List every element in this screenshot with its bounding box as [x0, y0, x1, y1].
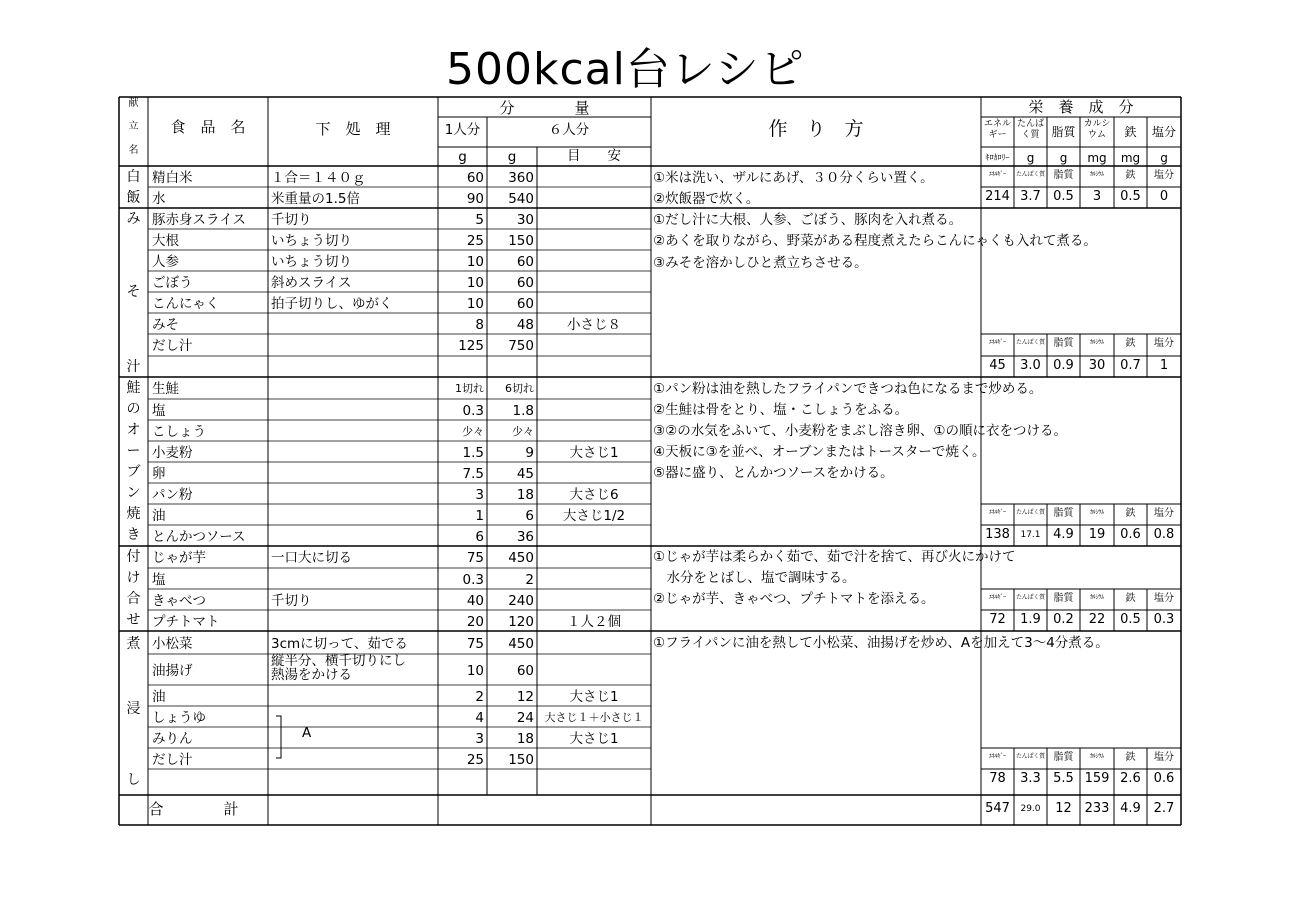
ingredient-name: 油: [152, 688, 166, 705]
nutrition-unit: ｷﾛｶﾛﾘｰ: [985, 153, 1010, 162]
nutrition-value: 0.7: [1120, 358, 1141, 373]
dish-name-char: し: [126, 772, 141, 788]
prep-note: [271, 444, 437, 462]
measure-note: 大さじ1: [569, 444, 619, 461]
prep-note: [271, 402, 437, 420]
amount-per1: 1.5: [462, 444, 484, 461]
amount-per1: 10: [466, 274, 484, 291]
nutrition-mini-header: ｴﾈﾙｷﾞｰ: [988, 339, 1006, 346]
per1-header: 1人分: [444, 122, 481, 138]
nutrition-mini-header: 脂質: [1053, 170, 1074, 181]
amount-per6: 9: [525, 444, 534, 461]
dish-name-char: ー: [126, 443, 141, 459]
ingredient-name: 油: [152, 507, 166, 524]
ingredient-name: とんかつソース: [152, 528, 246, 545]
prep-note: 米重量の1.5倍: [271, 190, 360, 207]
total-label: 合 計: [148, 800, 239, 818]
nutrition-mini-header: ｴﾈﾙｷﾞｰ: [988, 509, 1006, 516]
nutrition-value: 1: [1159, 358, 1169, 373]
dish-name-char: 飯: [126, 190, 141, 206]
ingredient-name: きゃべつ: [152, 592, 206, 609]
prep-note: [271, 709, 437, 727]
amount-per6: 60: [516, 274, 534, 291]
nutrition-mini-header: 鉄: [1125, 508, 1136, 519]
cooking-step: ①じゃが芋は柔らかく茹で、茹で汁を捨て、再び火にかけて: [653, 549, 1016, 565]
amount-per6: 60: [516, 295, 534, 312]
amount-per6: 1.8: [512, 402, 534, 419]
amount-per6: 240: [508, 592, 534, 609]
dish-name-char: 浸: [126, 701, 141, 717]
nutrition-value: 0.3: [1153, 612, 1175, 627]
amount-per1: 3: [475, 486, 484, 503]
measure-note: [537, 253, 651, 271]
prep-header: 下 処 理: [315, 120, 391, 138]
ingredient-name: みそ: [152, 316, 179, 333]
prep-note: [271, 571, 437, 589]
measure-note: 小さじ８: [567, 316, 621, 333]
cooking-step: ①米は洗い、ザルにあげ、３０分くらい置く。: [653, 170, 934, 186]
dish-name-char: ブ: [126, 464, 141, 480]
nutrition-mini-header: 鉄: [1125, 338, 1136, 349]
amount-per1: 75: [466, 635, 484, 652]
amount-per1: 1: [475, 507, 484, 524]
cooking-step: ①だし汁に大根、人参、ごぼう、豚肉を入れ煮る。: [653, 212, 963, 228]
nutrition-value: 0.6: [1120, 527, 1141, 542]
measure-note: [537, 571, 651, 589]
amount-per1: 125: [458, 338, 484, 354]
ingredient-name: だし汁: [152, 751, 193, 768]
amount-per1: 2: [475, 688, 484, 705]
nutrition-value: 0.2: [1053, 612, 1074, 627]
total-nutrition-value: 2.7: [1153, 801, 1175, 816]
prep-note: [271, 613, 437, 631]
nutrition-mini-header: たんぱく質: [1015, 171, 1045, 178]
nutrition-value: 0.8: [1153, 527, 1175, 542]
prep-note: [271, 507, 437, 525]
nutrition-value: 0.9: [1053, 358, 1074, 373]
food-name-header: 食 品 名: [170, 118, 246, 136]
nutrition-value: 159: [1084, 771, 1110, 786]
measure-note: 大さじ6: [569, 486, 619, 503]
nutrition-value: 3.0: [1020, 358, 1041, 373]
amount-per6: 540: [508, 190, 534, 207]
dish-name-char: 鮭: [126, 380, 141, 396]
prep-note: いちょう切り: [271, 232, 352, 249]
nutrition-value: 214: [985, 189, 1010, 204]
nutrition-mini-header: たんぱく質: [1015, 339, 1045, 346]
amount-per1: 10: [466, 662, 484, 679]
nutrition-mini-header: たんぱく質: [1015, 753, 1045, 760]
nutrition-value: 3.3: [1020, 771, 1041, 786]
nutrition-mini-header: 鉄: [1125, 170, 1136, 181]
measure-note: [537, 662, 651, 680]
dish-name-char: 焼: [126, 506, 141, 522]
nutrition-unit: mg: [1120, 151, 1141, 165]
nutrition-mini-header: たんぱく質: [1015, 509, 1045, 516]
nutrition-col-header: カルシ ウム: [1083, 119, 1111, 140]
unit-g6: g: [507, 149, 517, 165]
amount-per1: 25: [466, 232, 484, 249]
nutrition-value: 30: [1088, 358, 1106, 373]
nutrition-value: 4.9: [1053, 527, 1074, 542]
nutrition-col-header: エネル ギー: [983, 119, 1011, 140]
measure-note: [537, 635, 651, 653]
nutrition-value: 0.5: [1120, 612, 1141, 627]
amount-per1: 0.3: [462, 402, 484, 419]
prep-note: 一口大に切る: [271, 550, 352, 566]
ingredient-name: 塩: [152, 402, 166, 419]
amount-per6: 18: [516, 730, 534, 747]
nutrition-value: 138: [985, 527, 1010, 542]
prep-note: [271, 465, 437, 483]
measure-note: [537, 211, 651, 229]
measure-note: １人２個: [567, 613, 621, 630]
amount-header: 分 量: [499, 99, 590, 117]
amount-per1: 10: [466, 295, 484, 312]
nutrition-value: 0.5: [1053, 189, 1074, 204]
amount-per6: 150: [508, 751, 534, 768]
ingredient-name: ごぼう: [152, 274, 193, 291]
cooking-step: ②炊飯器で炊く。: [653, 191, 760, 207]
nutrition-value: 3.7: [1020, 189, 1041, 204]
prep-note: [271, 337, 437, 355]
cooking-step: ③みそを溶かしひと煮立ちさせる。: [653, 255, 868, 271]
amount-per6: 450: [508, 550, 534, 566]
nutrition-mini-header: ｶﾙｼｳﾑ: [1089, 339, 1104, 346]
measure-note: [537, 402, 651, 420]
nutrition-mini-header: 脂質: [1053, 508, 1074, 519]
nutrition-header: 栄 養 成 分: [1028, 98, 1134, 116]
nutrition-mini-header: 塩分: [1154, 593, 1174, 604]
amount-per1: 0.3: [462, 571, 484, 588]
nutrition-mini-header: 鉄: [1125, 593, 1136, 604]
seasoning-group-label: A: [302, 725, 312, 741]
kondate-header-char: 立: [128, 121, 139, 132]
ingredient-name: 塩: [152, 571, 166, 588]
measure-note: [537, 295, 651, 313]
measure-note: [537, 528, 651, 546]
nutrition-col-header: たんぱ く質: [1016, 119, 1044, 140]
total-nutrition-value: 12: [1055, 801, 1072, 816]
nutrition-value: 2.6: [1120, 771, 1141, 786]
measure-note: 大さじ1: [569, 688, 619, 705]
nutrition-mini-header: 脂質: [1053, 338, 1074, 349]
total-nutrition-value: 233: [1084, 801, 1110, 816]
amount-per1: 25: [466, 751, 484, 768]
nutrition-value: 78: [989, 771, 1006, 786]
total-nutrition-value: 29.0: [1020, 804, 1041, 814]
prep-note: [271, 688, 437, 706]
dish-name-char: 汁: [126, 359, 141, 375]
dish-name-char: き: [126, 527, 141, 543]
amount-per6: 48: [516, 316, 534, 333]
ingredient-name: だし汁: [152, 338, 193, 354]
amount-per6: 2: [525, 571, 534, 588]
cooking-step: ④天板に③を並べ、オーブンまたはトースターで焼く。: [653, 444, 986, 460]
measure-note: [537, 337, 651, 355]
amount-per6: 6: [525, 507, 534, 524]
nutrition-mini-header: 塩分: [1154, 508, 1174, 519]
nutrition-unit: g: [1059, 151, 1068, 165]
dish-name-char: 付: [126, 549, 141, 565]
ingredient-name: 油揚げ: [152, 662, 193, 679]
prep-note: いちょう切り: [271, 253, 352, 270]
total-nutrition-value: 547: [985, 801, 1010, 816]
nutrition-mini-header: 塩分: [1154, 752, 1174, 763]
nutrition-unit: mg: [1087, 151, 1107, 165]
measure-note: [537, 232, 651, 250]
dish-name-char: 白: [126, 169, 141, 185]
cooking-step: ①フライパンに油を熱して小松菜、油揚げを炒め、Aを加えて3～4分煮る。: [653, 635, 1109, 651]
amount-per6: 36: [516, 528, 534, 545]
nutrition-value: 5.5: [1053, 771, 1074, 786]
total-nutrition-value: 4.9: [1120, 801, 1141, 816]
nutrition-mini-header: ｴﾈﾙｷﾞｰ: [988, 171, 1006, 178]
ingredient-name: 生鮭: [152, 381, 179, 397]
nutrition-mini-header: 鉄: [1125, 752, 1136, 763]
cooking-step: ①パン粉は油を熱したフライパンできつね色になるまで炒める。: [653, 381, 1043, 397]
measure-note: [537, 751, 651, 769]
amount-per1: 20: [466, 613, 484, 630]
prep-note: [271, 380, 437, 398]
amount-per6: 60: [516, 253, 534, 270]
cooking-step: ②生鮭は骨をとり、塩・こしょうをふる。: [653, 402, 909, 418]
measure-header: 目 安: [567, 148, 621, 164]
measure-note: [537, 549, 651, 567]
kondate-header-char: 名: [128, 145, 139, 156]
nutrition-mini-header: 塩分: [1154, 170, 1174, 181]
measure-note: [537, 592, 651, 610]
dish-name-char: オ: [126, 422, 141, 438]
amount-per6: 12: [516, 688, 534, 705]
amount-per1: 40: [466, 592, 484, 609]
ingredient-name: パン粉: [152, 486, 193, 503]
ingredient-name: 小麦粉: [152, 444, 193, 461]
amount-per6: 450: [508, 635, 534, 652]
prep-note: 3cmに切って、茹でる: [271, 635, 408, 652]
nutrition-mini-header: ｶﾙｼｳﾑ: [1089, 171, 1104, 178]
nutrition-value: 72: [989, 612, 1006, 627]
nutrition-value: 45: [989, 358, 1006, 373]
amount-per6: 45: [516, 465, 534, 482]
nutrition-mini-header: 塩分: [1154, 338, 1174, 349]
nutrition-mini-header: ｶﾙｼｳﾑ: [1089, 594, 1104, 601]
amount-per1: 4: [475, 709, 484, 726]
prep-note: 千切り: [271, 211, 312, 228]
measure-note: [537, 423, 651, 441]
ingredient-name: じゃが芋: [152, 550, 206, 566]
nutrition-value: 1.9: [1020, 612, 1041, 627]
prep-note: [271, 316, 437, 334]
cooking-step: ⑤器に盛り、とんかつソースをかける。: [653, 465, 894, 481]
ingredient-name: 豚赤身スライス: [152, 211, 246, 228]
ingredient-name: 水: [152, 190, 166, 207]
nutrition-col-header: 塩分: [1151, 125, 1176, 139]
amount-per1: 90: [466, 190, 484, 207]
nutrition-unit: g: [1160, 151, 1168, 165]
nutrition-value: 0.6: [1153, 771, 1175, 786]
nutrition-value: 0.5: [1120, 189, 1141, 204]
prep-note: １合＝１４０ｇ: [271, 169, 366, 186]
ingredient-name: みりん: [152, 730, 193, 747]
dish-name-char: け: [126, 570, 141, 586]
ingredient-name: しょうゆ: [152, 709, 206, 726]
amount-per6: 18: [516, 486, 534, 503]
prep-note: [271, 486, 437, 504]
nutrition-value: 22: [1088, 612, 1106, 627]
nutrition-mini-header: 脂質: [1053, 593, 1074, 604]
per6-header: ６人分: [548, 122, 590, 138]
dish-name-char: の: [126, 401, 141, 417]
nutrition-value: 17.1: [1020, 530, 1041, 540]
prep-note: 斜めスライス: [271, 274, 352, 291]
prep-note: 千切り: [271, 592, 312, 609]
amount-per6: 24: [516, 709, 534, 726]
amount-per6: 360: [508, 169, 534, 186]
amount-per6: 6切れ: [505, 382, 534, 395]
dish-name-char: そ: [126, 284, 141, 300]
amount-per1: 1切れ: [455, 382, 484, 395]
nutrition-mini-header: ｴﾈﾙｷﾞｰ: [988, 594, 1006, 601]
prep-note: 縦半分、横千切りにし 熱湯をかける: [271, 653, 406, 683]
nutrition-value: 0: [1159, 189, 1169, 204]
dish-name-char: 煮: [126, 636, 141, 652]
amount-per6: 60: [516, 662, 534, 679]
amount-per1: 10: [466, 253, 484, 270]
amount-per1: 5: [475, 211, 484, 228]
amount-per1: 60: [466, 169, 484, 186]
nutrition-mini-header: ｶﾙｼｳﾑ: [1089, 753, 1104, 760]
amount-per1: 3: [475, 730, 484, 747]
cooking-step: ②あくを取りながら、野菜がある程度煮えたらこんにゃくも入れて煮る。: [653, 233, 1097, 249]
prep-note: 拍子切りし、ゆがく: [271, 295, 393, 312]
cooking-step: ③②の水気をふいて、小麦粉をまぶし溶き卵、①の順に衣をつける。: [653, 423, 1068, 439]
cooking-step: 水分をとばし、塩で調味する。: [653, 570, 856, 586]
ingredient-name: 人参: [152, 253, 179, 270]
nutrition-col-header: 鉄: [1124, 125, 1137, 139]
nutrition-mini-header: ｴﾈﾙｷﾞｰ: [988, 753, 1006, 760]
ingredient-name: こんにゃく: [152, 295, 220, 312]
nutrition-value: 3: [1092, 189, 1102, 204]
amount-per1: 6: [475, 528, 484, 545]
measure-note: [537, 190, 651, 208]
ingredient-name: 小松菜: [152, 635, 193, 652]
nutrition-mini-header: たんぱく質: [1015, 594, 1045, 601]
ingredient-name: こしょう: [152, 423, 206, 440]
unit-g1: g: [458, 149, 467, 165]
nutrition-col-header: 脂質: [1051, 125, 1076, 139]
dish-name-char: 合: [126, 591, 141, 607]
ingredient-name: 精白米: [152, 169, 193, 186]
ingredient-name: 大根: [152, 232, 179, 249]
nutrition-unit: g: [1026, 151, 1035, 165]
prep-note: [271, 751, 437, 769]
dish-name-char: せ: [126, 612, 141, 628]
prep-note: [271, 423, 437, 441]
measure-note: 大さじ１＋小さじ１: [544, 710, 644, 724]
amount-per1: 75: [466, 550, 484, 566]
amount-per1: 8: [475, 316, 484, 333]
nutrition-value: 19: [1088, 527, 1106, 542]
amount-per6: 30: [516, 211, 534, 228]
nutrition-mini-header: 脂質: [1053, 752, 1074, 763]
amount-per6: 120: [508, 613, 534, 630]
amount-per6: 150: [508, 232, 534, 249]
amount-per1: 7.5: [462, 465, 484, 482]
cooking-step: ②じゃが芋、きゃべつ、プチトマトを添える。: [653, 591, 935, 607]
measure-note: [537, 380, 651, 398]
nutrition-mini-header: ｶﾙｼｳﾑ: [1089, 509, 1104, 516]
dish-name-char: み: [126, 211, 141, 227]
measure-note: [537, 169, 651, 187]
measure-note: 大さじ1: [569, 730, 619, 747]
method-header: 作 り 方: [768, 118, 864, 140]
amount-per1: 少々: [462, 424, 484, 438]
ingredient-name: 卵: [152, 465, 166, 482]
page-title: 500kcal台レシピ: [446, 44, 805, 95]
measure-note: 大さじ1/2: [562, 507, 626, 524]
amount-per6: 750: [508, 338, 534, 354]
dish-name-char: ン: [126, 485, 141, 501]
prep-note: [271, 528, 437, 546]
measure-note: [537, 465, 651, 483]
amount-per6: 少々: [512, 424, 534, 438]
ingredient-name: プチトマト: [152, 613, 220, 630]
kondate-header-char: 献: [128, 98, 139, 109]
measure-note: [537, 274, 651, 292]
